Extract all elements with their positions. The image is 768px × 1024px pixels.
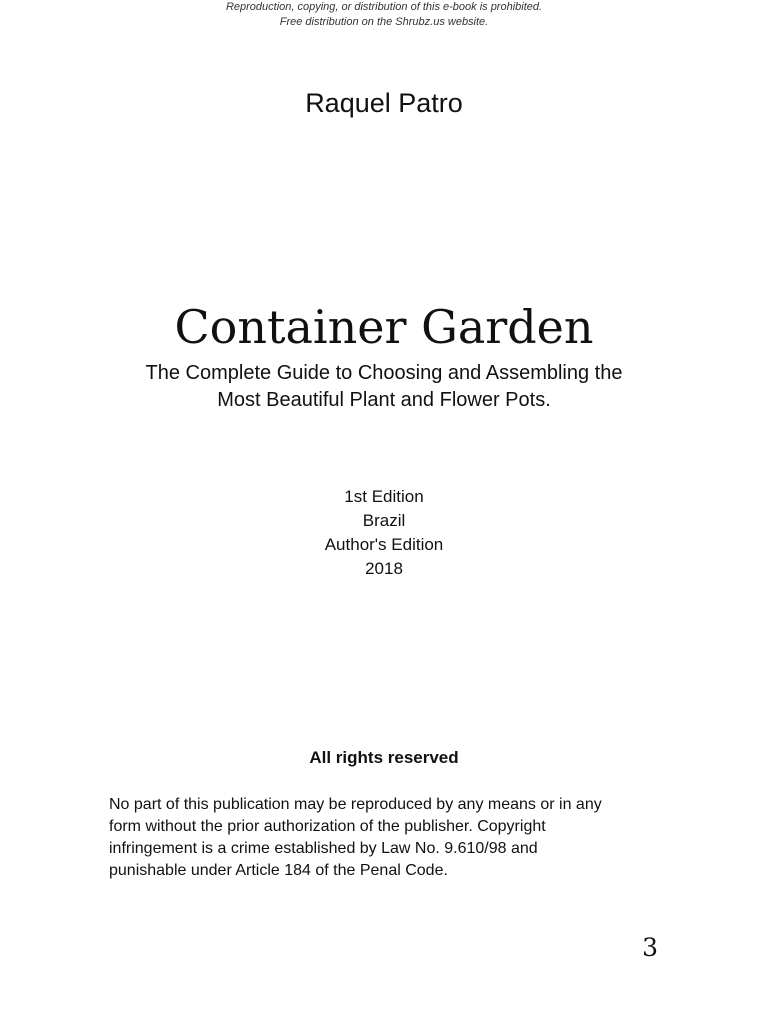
- edition-number: 1st Edition: [344, 487, 424, 506]
- edition-country: Brazil: [362, 511, 406, 530]
- author-name: Raquel Patro: [305, 88, 463, 118]
- subtitle-line-2: Most Beautiful Plant and Flower Pots.: [217, 389, 551, 411]
- notice-line-2: Free distribution on the Shrubz.us website.: [279, 16, 489, 28]
- notice-line-1: Reproduction, copying, or distribution of this e-book is prohibited.: [225, 1, 543, 13]
- rights-line: No part of this publication may be reproduced by any means or in any: [109, 796, 602, 813]
- book-subtitle: [84, 360, 684, 414]
- rights-paragraph: [109, 794, 661, 882]
- rights-line: infringement is a crime established by Law No. 9.610/98 and: [109, 840, 538, 857]
- page-number: 3: [642, 933, 658, 962]
- subtitle-line-1: The Complete Guide to Choosing and Assembling the: [145, 362, 623, 384]
- rights-line: punishable under Article 184 of the Penal Code.: [109, 862, 448, 879]
- book-title: Container Garden: [174, 300, 594, 354]
- rights-heading: All rights reserved: [309, 748, 459, 767]
- edition-info: [0, 485, 768, 581]
- edition-type: Author's Edition: [324, 535, 444, 554]
- rights-line: form without the prior authorization of the publisher. Copyright: [109, 818, 546, 835]
- copyright-notice: [0, 0, 768, 30]
- edition-year: 2018: [365, 559, 403, 578]
